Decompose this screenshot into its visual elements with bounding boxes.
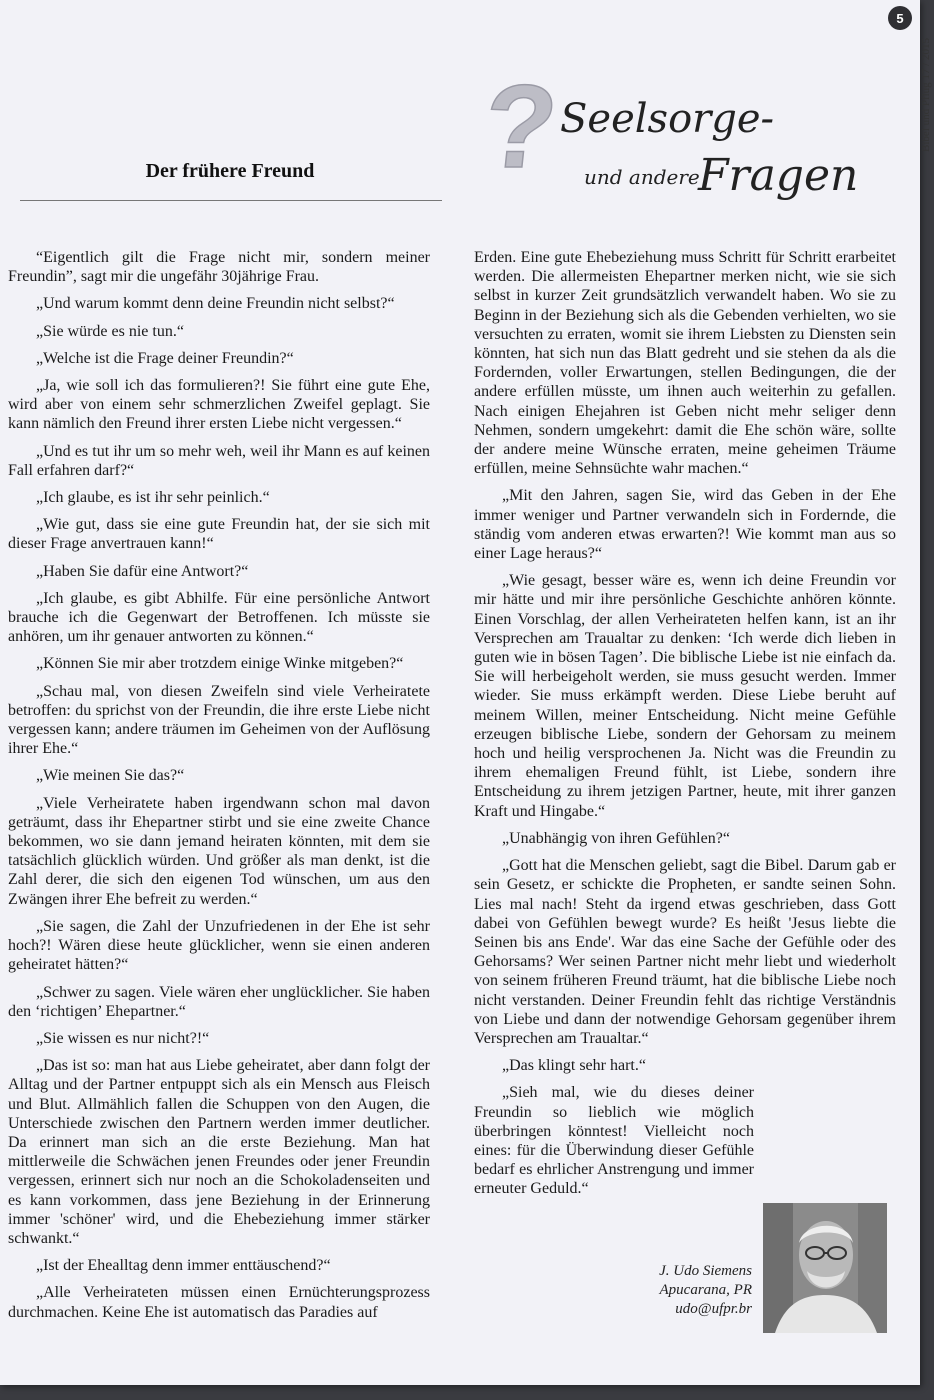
paragraph: „Das klingt sehr hart.“: [502, 1057, 646, 1075]
paragraph: „Schau mal, von diesen Zweifeln sind viele Verheiratete betroffen: du sprichst von der Freundin, die ihre erste Liebe nicht vergessen kann; andere träumen im Geheimen von der Auflösung ihrer Ehe.“: [8, 682, 430, 758]
paragraph: „Können Sie mir aber trotzdem einige Winke mitgeben?“: [36, 655, 404, 673]
paragraph: „Wie gut, dass sie eine gute Freundin hat, der sie sich mit dieser Frage anvertrauen kann!“: [8, 516, 430, 553]
paragraph: „Ist der Ehealltag denn immer enttäuschend?“: [36, 1257, 331, 1275]
title-divider: [20, 200, 442, 201]
header-line2-big: Fragen: [698, 150, 859, 201]
paragraph: „Haben Sie dafür eine Antwort?“: [36, 562, 249, 580]
paragraph: „Sie wissen es nur nicht?!“: [36, 1029, 210, 1047]
header-line1: Seelsorge-: [560, 96, 775, 142]
paragraph: „Unabhängig von ihren Gefühlen?“: [502, 829, 730, 847]
paragraph: „Mit den Jahren, sagen Sie, wird das Geben in der Ehe immer weniger und Partner verwandeln sich in Fordernde, die ständig vom anderen etwas erwarten?! Wie kommt man aus so einer Lage heraus?“: [474, 487, 896, 563]
author-location: Apucarana, PR: [659, 1282, 752, 1298]
paragraph: „Gott hat die Menschen geliebt, sagt die Bibel. Darum gab er sein Gesetz, er schickte die Propheten, er sandte seinen Sohn. Lies mal nach! Steht da irgend etwas geschrieben, dass Gott dabei von Gefühlen bewegt wurde? Es heißt 'Jesus liebte die Seinen bis ans Ende'. War das eine Sache der Gefühle oder des Gehorsams? Wer seinen Partner nicht mehr liebt und wiederholt von seinem früheren Freund träumt, hat die biblische Liebe noch nicht verstanden. Deiner Freundin fehlt das richtige Verständnis von Liebe und dann der notwendige Gehorsam gegenüber ihrem Versprechen am Traualtar.“: [474, 857, 896, 1047]
paragraph: „Wie gesagt, besser wäre es, wenn ich deine Freundin vor mir hätte und mir ihre persönliche Geschichte anhören könnte. Einen Vorschlag, der allen Verheirateten helfen kann, ist an ihr Versprechen am Traualtar zu denken: ‘Ich werde dich lieben in guten wie in bösen Tagen’. Die biblische Liebe ist nie einfach da. Sie will herbeigeholt werden, sie muss gesucht werden. Immer wieder. Sie muss erkämpft werden. Diese Liebe beruht auf meinem Willen, meiner Entscheidung. Nicht meine Gefühle erzeugen biblische Liebe, sondern der Gehorsam zu meinem hoch und heilig versprochenen Ja. Nicht was die Freundin zu ihrem ehemaligen Freund fühlt, ist Liebe, sondern ihre Entscheidung zu ihrem jetzigen Partner, heute, mit ihrer ganzen Kraft und Hingabe.“: [474, 572, 896, 820]
paragraph: „Ja, wie soll ich das formulieren?! Sie führt eine gute Ehe, wird aber von einem sehr schmerzlichen Zweifel geplagt. Sie kann nämlich den Freund ihrer ersten Liebe nicht vergessen.“: [8, 377, 430, 433]
author-name: J. Udo Siemens: [659, 1263, 752, 1279]
paragraph: „Schwer zu sagen. Viele wären eher unglücklicher. Sie haben den ‘richtigen’ Ehepartner.“: [8, 983, 430, 1020]
paragraph-continued: Erden. Eine gute Ehebeziehung muss Schritt für Schritt erarbeitet werden. Die allermeisten Ehepartner merken nicht, wie sie sich selbst in kurzer Zeit grundsätzlich verwandelt haben. Wo sie zu Beginn in der Beziehung sich als die Gebenden verhielten, wo sie versuchten zu erraten, womit sie ihrem Liebsten zu Diensten sein könnten, hat sich nun das Blatt gedreht und sie stehen da als die Fordernden, voller Erwartungen, stellen Bedingungen, die der andere erfüllen müsste, um ihnen auch weiterhin zu gefallen. Nach einigen Ehejahren ist Geben nicht mehr seliger denn Nehmen, sondern umgekehrt: damit die Ehe schön wäre, sollte der andere meine Wünsche erraten, meine geheimen Träume erfüllen, meine Sehnsüchte wahr machen.“: [474, 249, 896, 478]
paragraph: „Sie sagen, die Zahl der Unzufriedenen in der Ehe ist sehr hoch?! Wären diese heute glücklicher, wenn sie einen anderen geheiratet hätten?“: [8, 917, 430, 974]
author-email: udo@ufpr.br: [675, 1301, 752, 1317]
paragraph: „Viele Verheiratete haben irgendwann schon mal davon geträumt, dass ihr Ehepartner stirbt und sie eine zweite Chance bekommen, wo sie dann jemand heiraten könnten, mit dem sie tatsächlich glücklich würden. Und größer als man denkt, ist die Zahl derer, die sich den eigenen Tod wünschen, um aus den Zwängen ihrer Ehe befreit zu werden.“: [8, 794, 430, 908]
author-signature: [610, 1262, 752, 1319]
sidebar-text: Bibel und Pflug 17 / 2015: [920, 38, 933, 152]
paragraph: „Und warum kommt denn deine Freundin nicht selbst?“: [36, 295, 395, 313]
paragraph: „Alle Verheirateten müssen einen Ernüchterungsprozess durchmachen. Keine Ehe ist automatisch das Paradies auf: [8, 1284, 430, 1321]
paragraph: „Sie würde es nie tun.“: [36, 322, 184, 340]
paragraph: „Wie meinen Sie das?“: [36, 767, 185, 785]
paragraph: „Ich glaube, es ist ihr sehr peinlich.“: [36, 489, 270, 507]
paragraph: „Sieh mal, wie du dieses deiner Freundin so lieblich wie möglich überbringen könntest! Vielleicht noch eines: für die Überwindung dieser Gefühle bedarf es ehrlicher Anstrengung und immer erneuter Geduld.“: [474, 1084, 754, 1198]
author-photo: [763, 1203, 887, 1333]
paragraph: „Welche ist die Frage deiner Freundin?“: [36, 349, 294, 367]
header-logo: [477, 61, 859, 222]
paragraph: „Das ist so: man hat aus Liebe geheiratet, aber dann folgt der Alltag und der Partner entpuppt sich als ein Mensch aus Fleisch und Blut. Allmählich fallen die Schuppen von den Augen, die Unterschiede zwischen den Partnern werden immer deutlicher. Da erinnert man sich an die erste Beziehung. Man hat mittlerweile die Schwächen jenen Freundes oder jener Freundin vergessen, erinnert sich nur noch an die Schokoladenseiten und es kann vorkommen, dass jene Beziehung in der Erinnerung immer 'schöner' wird, und die Ehebeziehung immer stärker schwankt.“: [8, 1057, 430, 1247]
right-column: [474, 248, 896, 1207]
sidebar-publication: [918, 40, 934, 150]
svg-text:?: ?: [477, 61, 564, 193]
left-column: [8, 248, 430, 1330]
question-mark-icon: [477, 61, 563, 193]
paragraph: „Und es tut ihr um so mehr weh, weil ihr Mann es auf keinen Fall erfahren darf?“: [8, 442, 430, 479]
page-number-badge: 5: [888, 6, 912, 30]
article-title: Der frühere Freund: [145, 160, 315, 182]
paragraph: “Eigentlich gilt die Frage nicht mir, sondern meiner Freundin”, sagt mir die ungefähr 30jährige Frau.: [8, 249, 430, 286]
paragraph: „Ich glaube, es gibt Abhilfe. Für eine persönliche Antwort brauche ich die Gegenwart der Betroffenen. Ich müsste sie anhören, um ihr genauer antworten zu können.“: [8, 589, 430, 646]
header-line2-small: und andere: [584, 165, 700, 189]
